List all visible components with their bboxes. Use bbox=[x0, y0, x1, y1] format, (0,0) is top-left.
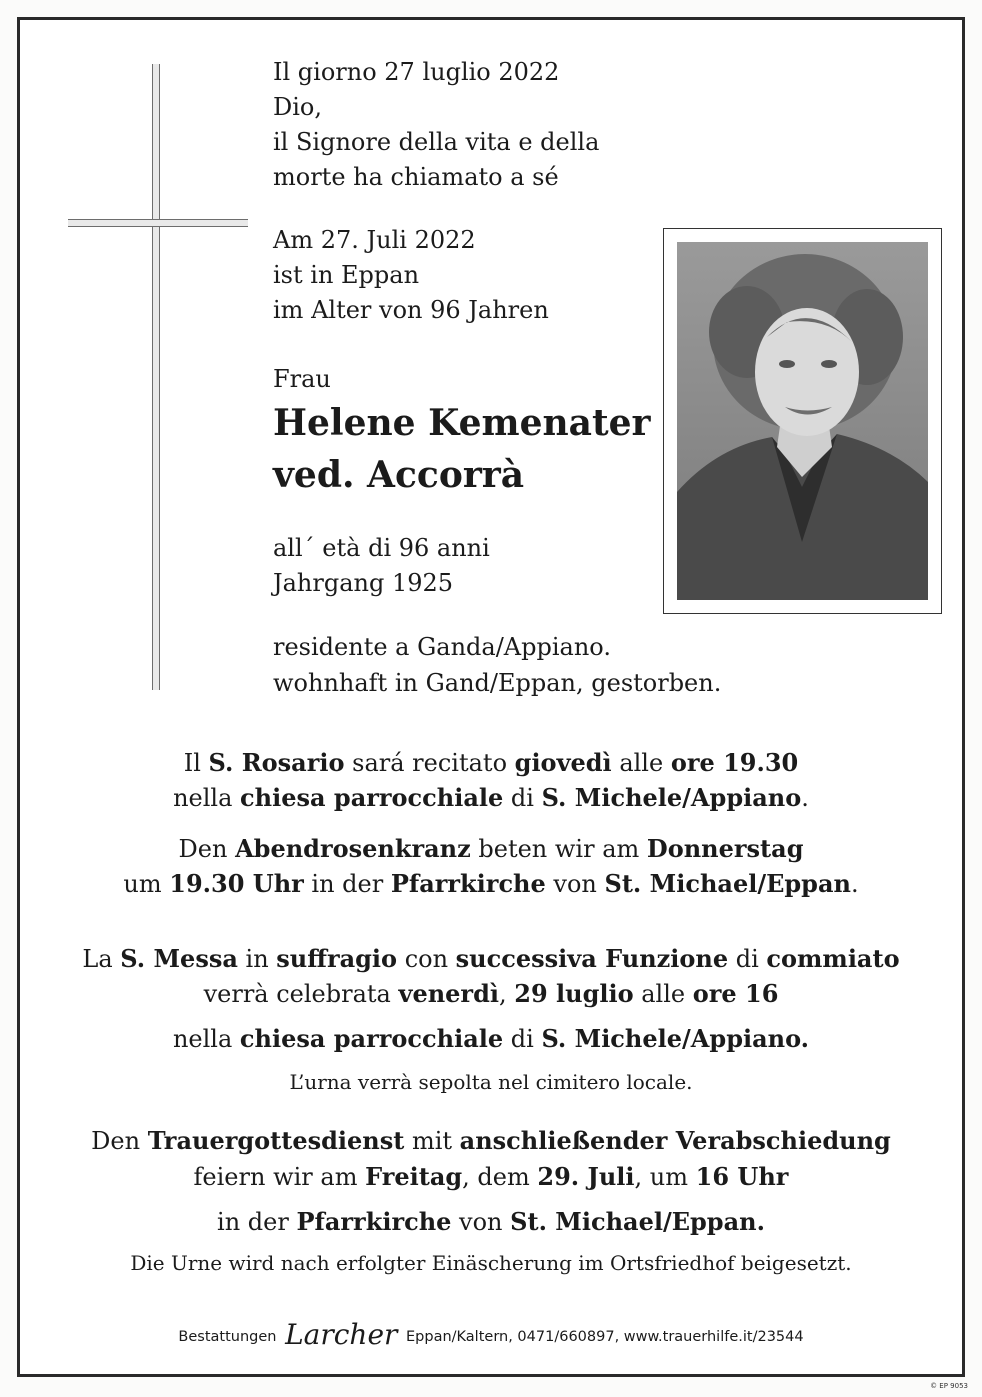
urn-german: Die Urne wird nach erfolgter Einäscherung im Ortsfriedhof beigesetzt. bbox=[130, 1251, 852, 1275]
text: 19.30 Uhr bbox=[169, 869, 304, 898]
print-code: © EP 9053 bbox=[930, 1382, 968, 1390]
text: anschließender Verabschiedung bbox=[459, 1126, 891, 1155]
text: , bbox=[498, 980, 515, 1008]
text: ore 16 bbox=[692, 979, 779, 1008]
text: successiva Funzione bbox=[455, 944, 729, 973]
text: 29 luglio bbox=[514, 979, 634, 1008]
footer-contact: Eppan/Kaltern, 0471/660897, www.trauerhilfe.it/23544 bbox=[406, 1329, 804, 1345]
text: verrà celebrata bbox=[203, 980, 399, 1008]
mass-italian-line2 bbox=[40, 977, 942, 1011]
text: Il bbox=[183, 749, 209, 777]
text: La bbox=[82, 945, 121, 973]
text: alle bbox=[611, 749, 671, 777]
german-intro-line: im Alter von 96 Jahren bbox=[273, 296, 549, 324]
text: Donnerstag bbox=[646, 834, 804, 863]
rosary-italian-line2 bbox=[40, 781, 942, 815]
deceased-name: Helene Kemenater bbox=[273, 402, 651, 444]
text: di bbox=[503, 784, 542, 812]
german-intro-line: Am 27. Juli 2022 bbox=[273, 226, 476, 254]
text: Den bbox=[178, 835, 236, 863]
text: St. Michael/Eppan bbox=[604, 869, 851, 898]
text: feiern wir am bbox=[193, 1163, 366, 1191]
salutation: Frau bbox=[273, 365, 331, 393]
text: nella bbox=[173, 784, 241, 812]
cross-icon bbox=[152, 64, 160, 690]
deceased-maiden-name: ved. Accorrà bbox=[273, 454, 525, 496]
urn-italian: L’urna verrà sepolta nel cimitero locale. bbox=[289, 1070, 693, 1094]
text: . bbox=[850, 870, 859, 898]
italian-intro-line: morte ha chiamato a sé bbox=[273, 163, 559, 191]
text: beten wir am bbox=[470, 835, 647, 863]
mass-german-line2 bbox=[40, 1160, 942, 1194]
text: commiato bbox=[766, 944, 900, 973]
text: 29. Juli bbox=[537, 1162, 635, 1191]
funeral-home-footer bbox=[40, 1318, 942, 1351]
residence-german: wohnhaft in Gand/Eppan, gestorben. bbox=[273, 669, 722, 697]
text: , dem bbox=[462, 1163, 538, 1191]
text: um bbox=[123, 870, 170, 898]
italian-intro-line: Il giorno 27 luglio 2022 bbox=[273, 58, 560, 86]
text: chiesa parrocchiale bbox=[239, 1024, 504, 1053]
italian-intro-line: il Signore della vita e della bbox=[273, 128, 600, 156]
text: Pfarrkirche bbox=[296, 1207, 452, 1236]
text: , um bbox=[634, 1163, 696, 1191]
text: sará recitato bbox=[344, 749, 515, 777]
text: . bbox=[801, 784, 809, 812]
text: giovedì bbox=[514, 748, 612, 777]
text: St. Michael/Eppan. bbox=[510, 1207, 765, 1236]
residence-italian: residente a Ganda/Appiano. bbox=[273, 633, 611, 661]
text: von bbox=[451, 1208, 511, 1236]
rosary-german-line1 bbox=[40, 832, 942, 866]
text: S. Rosario bbox=[208, 748, 345, 777]
text: mit bbox=[404, 1127, 460, 1155]
text: Freitag bbox=[365, 1162, 463, 1191]
rosary-italian-line1 bbox=[40, 746, 942, 780]
text: suffragio bbox=[276, 944, 398, 973]
text: ore 19.30 bbox=[670, 748, 799, 777]
italian-intro-line: Dio, bbox=[273, 93, 322, 121]
text: Trauergottesdienst bbox=[147, 1126, 405, 1155]
german-intro-line: ist in Eppan bbox=[273, 261, 420, 289]
text: nella bbox=[172, 1025, 240, 1053]
text: chiesa parrocchiale bbox=[240, 783, 504, 812]
text: in der bbox=[217, 1208, 297, 1236]
text: S. Michele/Appiano bbox=[541, 783, 802, 812]
age-italian: all´ età di 96 anni bbox=[273, 534, 490, 562]
text: alle bbox=[633, 980, 693, 1008]
text: venerdì bbox=[398, 979, 499, 1008]
larcher-logo: Larcher bbox=[285, 1318, 398, 1351]
mass-italian-line3 bbox=[40, 1022, 942, 1056]
birth-year: Jahrgang 1925 bbox=[273, 569, 454, 597]
text: di bbox=[728, 945, 767, 973]
footer-prefix: Bestattungen bbox=[178, 1329, 277, 1345]
text: Abendrosenkranz bbox=[235, 834, 471, 863]
text: von bbox=[545, 870, 605, 898]
mass-italian-line1 bbox=[40, 942, 942, 976]
mass-german-line1 bbox=[40, 1124, 942, 1158]
mass-german-line3 bbox=[40, 1205, 942, 1239]
text: 16 Uhr bbox=[695, 1162, 789, 1191]
text: in der bbox=[303, 870, 391, 898]
portrait-photo bbox=[677, 242, 928, 600]
text: Pfarrkirche bbox=[390, 869, 546, 898]
text: di bbox=[503, 1025, 542, 1053]
text: S. Michele/Appiano. bbox=[541, 1024, 810, 1053]
rosary-german-line2 bbox=[40, 867, 942, 901]
text: Den bbox=[91, 1127, 148, 1155]
text: S. Messa bbox=[120, 944, 238, 973]
text: con bbox=[397, 945, 456, 973]
cross-icon-crossbar bbox=[68, 219, 248, 227]
text: in bbox=[237, 945, 277, 973]
